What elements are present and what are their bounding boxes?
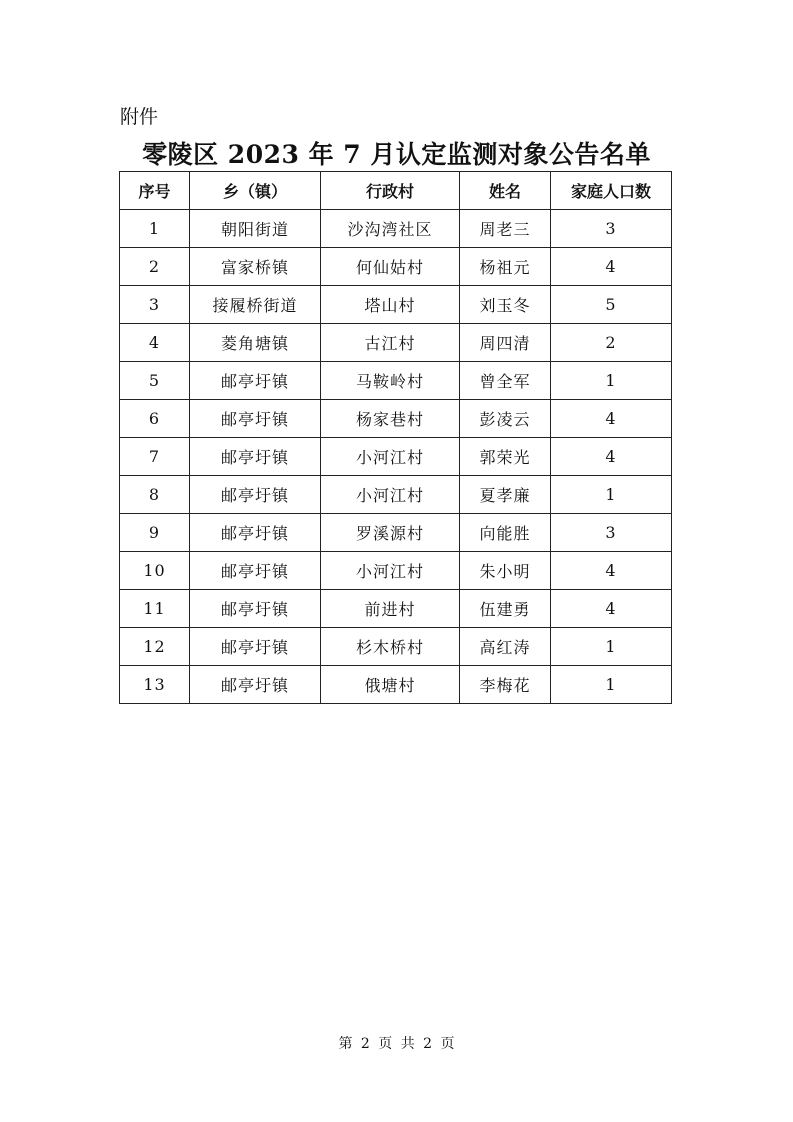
- document-title: 零陵区 2023 年 7 月认定监测对象公告名单: [142, 140, 651, 169]
- cell-township: 邮亭圩镇: [190, 590, 321, 628]
- header-village: 行政村: [321, 172, 460, 210]
- cell-household-size: 3: [551, 514, 672, 552]
- cell-serial-number: 10: [120, 552, 190, 590]
- cell-name: 周老三: [460, 210, 551, 248]
- cell-household-size: 2: [551, 324, 672, 362]
- cell-village: 小河江村: [321, 552, 460, 590]
- cell-household-size: 4: [551, 438, 672, 476]
- cell-name: 夏孝廉: [460, 476, 551, 514]
- cell-serial-number: 4: [120, 324, 190, 362]
- table-row: [120, 514, 672, 552]
- cell-village: 俄塘村: [321, 666, 460, 704]
- monitoring-roster-table: [119, 171, 672, 704]
- cell-serial-number: 11: [120, 590, 190, 628]
- cell-name: 曾全军: [460, 362, 551, 400]
- cell-serial-number: 2: [120, 248, 190, 286]
- cell-township: 富家桥镇: [190, 248, 321, 286]
- header-township: 乡（镇）: [190, 172, 321, 210]
- cell-serial-number: 7: [120, 438, 190, 476]
- cell-name: 朱小明: [460, 552, 551, 590]
- cell-village: 马鞍岭村: [321, 362, 460, 400]
- cell-name: 郭荣光: [460, 438, 551, 476]
- cell-village: 前进村: [321, 590, 460, 628]
- cell-township: 菱角塘镇: [190, 324, 321, 362]
- cell-serial-number: 5: [120, 362, 190, 400]
- cell-village: 塔山村: [321, 286, 460, 324]
- table-row: [120, 628, 672, 666]
- table-row: [120, 362, 672, 400]
- cell-name: 李梅花: [460, 666, 551, 704]
- table-body: [120, 210, 672, 704]
- table-row: [120, 286, 672, 324]
- cell-name: 周四清: [460, 324, 551, 362]
- cell-serial-number: 8: [120, 476, 190, 514]
- cell-household-size: 1: [551, 666, 672, 704]
- cell-village: 杨家巷村: [321, 400, 460, 438]
- cell-township: 邮亭圩镇: [190, 362, 321, 400]
- cell-village: 沙沟湾社区: [321, 210, 460, 248]
- cell-township: 邮亭圩镇: [190, 552, 321, 590]
- cell-serial-number: 6: [120, 400, 190, 438]
- cell-township: 邮亭圩镇: [190, 400, 321, 438]
- cell-village: 小河江村: [321, 476, 460, 514]
- cell-name: 杨祖元: [460, 248, 551, 286]
- table-header-row: [120, 172, 672, 210]
- cell-name: 向能胜: [460, 514, 551, 552]
- cell-name: 彭凌云: [460, 400, 551, 438]
- cell-serial-number: 9: [120, 514, 190, 552]
- cell-name: 高红涛: [460, 628, 551, 666]
- table-row: [120, 476, 672, 514]
- cell-village: 古江村: [321, 324, 460, 362]
- cell-household-size: 4: [551, 552, 672, 590]
- cell-township: 接履桥街道: [190, 286, 321, 324]
- cell-village: 小河江村: [321, 438, 460, 476]
- cell-household-size: 5: [551, 286, 672, 324]
- cell-serial-number: 13: [120, 666, 190, 704]
- cell-township: 邮亭圩镇: [190, 628, 321, 666]
- cell-name: 刘玉冬: [460, 286, 551, 324]
- cell-township: 邮亭圩镇: [190, 438, 321, 476]
- cell-household-size: 1: [551, 628, 672, 666]
- header-household-size: 家庭人口数: [551, 172, 672, 210]
- cell-village: 罗溪源村: [321, 514, 460, 552]
- table-row: [120, 210, 672, 248]
- cell-township: 邮亭圩镇: [190, 514, 321, 552]
- table-row: [120, 438, 672, 476]
- header-serial-number: 序号: [120, 172, 190, 210]
- cell-serial-number: 3: [120, 286, 190, 324]
- cell-household-size: 4: [551, 400, 672, 438]
- cell-township: 邮亭圩镇: [190, 666, 321, 704]
- cell-village: 何仙姑村: [321, 248, 460, 286]
- cell-serial-number: 1: [120, 210, 190, 248]
- page-number-footer: 第 2 页 共 2 页: [338, 1036, 455, 1052]
- cell-household-size: 3: [551, 210, 672, 248]
- cell-township: 朝阳街道: [190, 210, 321, 248]
- table-row: [120, 400, 672, 438]
- table-row: [120, 324, 672, 362]
- cell-household-size: 4: [551, 590, 672, 628]
- cell-household-size: 1: [551, 476, 672, 514]
- cell-household-size: 4: [551, 248, 672, 286]
- table-row: [120, 590, 672, 628]
- table-row: [120, 248, 672, 286]
- attachment-label: 附件: [120, 106, 159, 128]
- header-name: 姓名: [460, 172, 551, 210]
- table-row: [120, 666, 672, 704]
- cell-name: 伍建勇: [460, 590, 551, 628]
- cell-serial-number: 12: [120, 628, 190, 666]
- cell-household-size: 1: [551, 362, 672, 400]
- cell-village: 杉木桥村: [321, 628, 460, 666]
- table-row: [120, 552, 672, 590]
- cell-township: 邮亭圩镇: [190, 476, 321, 514]
